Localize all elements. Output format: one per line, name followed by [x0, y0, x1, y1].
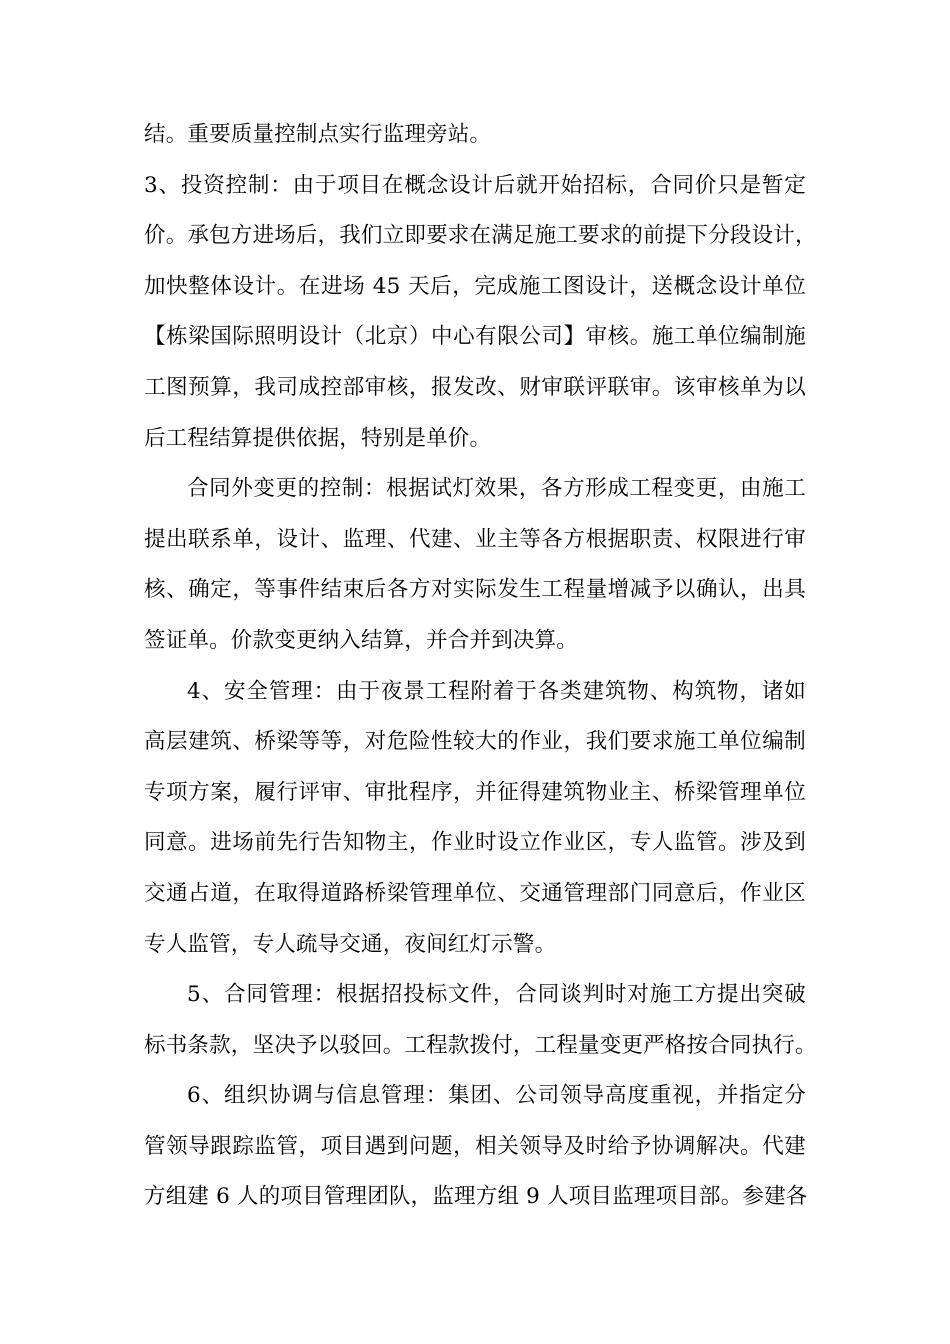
text-line: 工图预算，我司成控部审核，报发改、财审联评联审。该审核单为以: [144, 374, 806, 400]
text-line: 提出联系单，设计、监理、代建、业主等各方根据职责、权限进行审: [144, 526, 806, 552]
text-line: 后工程结算提供依据，特别是单价。: [144, 425, 492, 451]
text-line: 3、投资控制：由于项目在概念设计后就开始招标，合同价只是暂定: [144, 172, 806, 198]
text-line: 6、组织协调与信息管理：集团、公司领导高度重视，并指定分: [187, 1083, 806, 1109]
text-line: 标书条款，坚决予以驳回。工程款拨付，工程量变更严格按合同执行。: [144, 1032, 817, 1058]
text-line: 【栋梁国际照明设计（北京）中心有限公司】审核。施工单位编制施: [144, 324, 806, 350]
text-line: 合同外变更的控制：根据试灯效果，各方形成工程变更，由施工: [187, 476, 806, 502]
text-line: 价。承包方进场后，我们立即要求在满足施工要求的前提下分段设计，: [144, 223, 817, 249]
text-line: 同意。进场前先行告知物主，作业时设立作业区，专人监管。涉及到: [144, 830, 806, 856]
text-line: 加快整体设计。在进场 45 天后，完成施工图设计，送概念设计单位: [144, 273, 806, 299]
text-line: 签证单。价款变更纳入结算，并合并到决算。: [144, 627, 579, 653]
text-line: 核、确定，等事件结束后各方对实际发生工程量增减予以确认，出具: [144, 577, 806, 603]
text-line: 4、安全管理：由于夜景工程附着于各类建筑物、构筑物，诸如: [187, 678, 806, 704]
body-text: [144, 110, 817, 1223]
text-line: 专项方案，履行评审、审批程序，并征得建筑物业主、桥梁管理单位: [144, 779, 806, 805]
text-line: 结。重要质量控制点实行监理旁站。: [144, 122, 492, 147]
text-line: 高层建筑、桥梁等等，对危险性较大的作业，我们要求施工单位编制: [144, 729, 806, 755]
text-line: 专人监管，专人疏导交通，夜间红灯示警。: [144, 931, 557, 957]
text-line: 5、合同管理：根据招投标文件，合同谈判时对施工方提出突破: [187, 982, 806, 1008]
text-line: 交通占道，在取得道路桥梁管理单位、交通管理部门同意后，作业区: [144, 880, 806, 906]
text-line: 管领导跟踪监管，项目遇到问题，相关领导及时给予协调解决。代建: [144, 1133, 806, 1159]
text-line: 方组建 6 人的项目管理团队，监理方组 9 人项目监理项目部。参建各: [144, 1184, 808, 1210]
